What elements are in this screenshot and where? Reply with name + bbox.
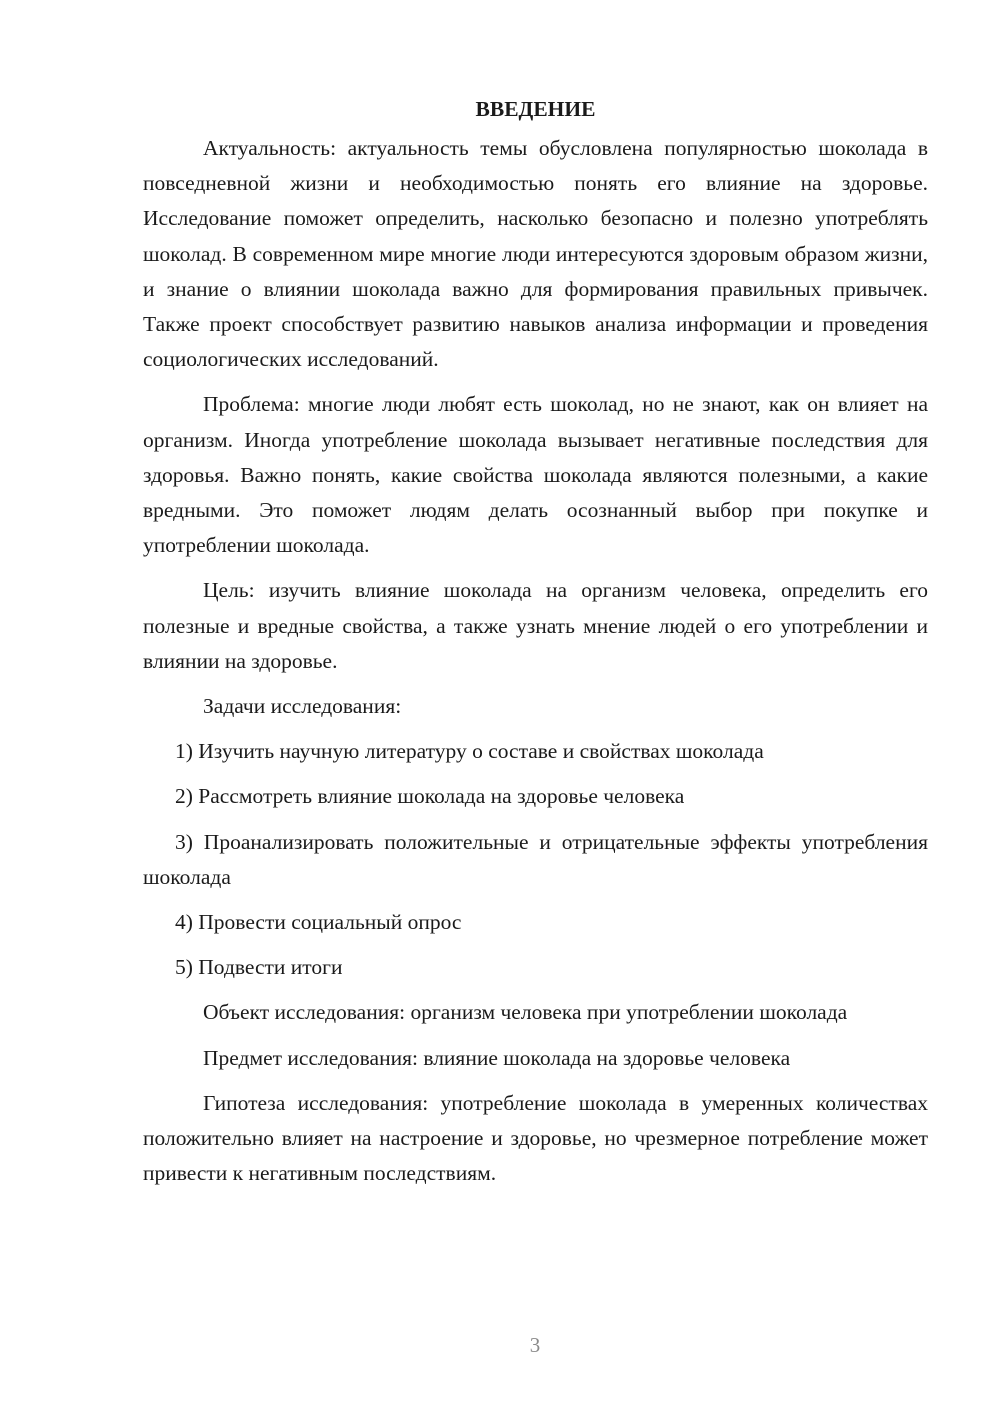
task-item: 4) Провести социальный опрос: [175, 910, 462, 935]
object-paragraph: Объект исследования: организм человека при употреблении шоколада: [203, 1000, 848, 1025]
goal-paragraph: Цель: изучить влияние шоколада на организм человека, определить его полезные и вредные свойства, а также узнать мнение людей о его употреблении и влиянии на здоровье.: [143, 578, 928, 673]
page-number: 3: [529, 1333, 541, 1357]
hypothesis-paragraph: Гипотеза исследования: употребление шоколада в умеренных количествах положительно влияет на настроение и здоровье, но чрезмерное потребление может привести к негативным последствиям.: [143, 1090, 928, 1186]
problem-paragraph: Проблема: многие люди любят есть шоколад, но не знают, как он влияет на организм. Иногда употребление шоколада вызывает негативные последствия для здоровья. Важно понять, какие свойства шоколада являются полезными, а какие вредными. Это поможет людям делать осознанный выбор при покупке и употреблении шоколада.: [143, 392, 928, 558]
page-content: [143, 92, 928, 1201]
tasks-list: [143, 734, 928, 985]
subject-paragraph: Предмет исследования: влияние шоколада на здоровье человека: [203, 1045, 791, 1070]
relevance-paragraph: Актуальность: актуальность темы обусловлена популярностью шоколада в повседневной жизни и необходимостью понять его влияние на здоровье. Исследование поможет определить, насколько безопасно и полезно употреблять шоколад. В современном мире многие люди интересуются здоровым образом жизни, и знание о влиянии шоколада важно для формирования правильных привычек. Также проект способствует развитию навыков анализа информации и проведения социологических исследований.: [143, 136, 928, 372]
section-heading: ВВЕДЕНИЕ: [475, 97, 596, 121]
task-item: 2) Рассмотреть влияние шоколада на здоровье человека: [175, 784, 685, 809]
task-item: 1) Изучить научную литературу о составе и свойствах шоколада: [175, 739, 764, 764]
task-item: 3) Проанализировать положительные и отрицательные эффекты употребления шоколада: [143, 829, 928, 889]
task-item: 5) Подвести итоги: [175, 955, 343, 980]
tasks-title: Задачи исследования:: [203, 694, 402, 719]
